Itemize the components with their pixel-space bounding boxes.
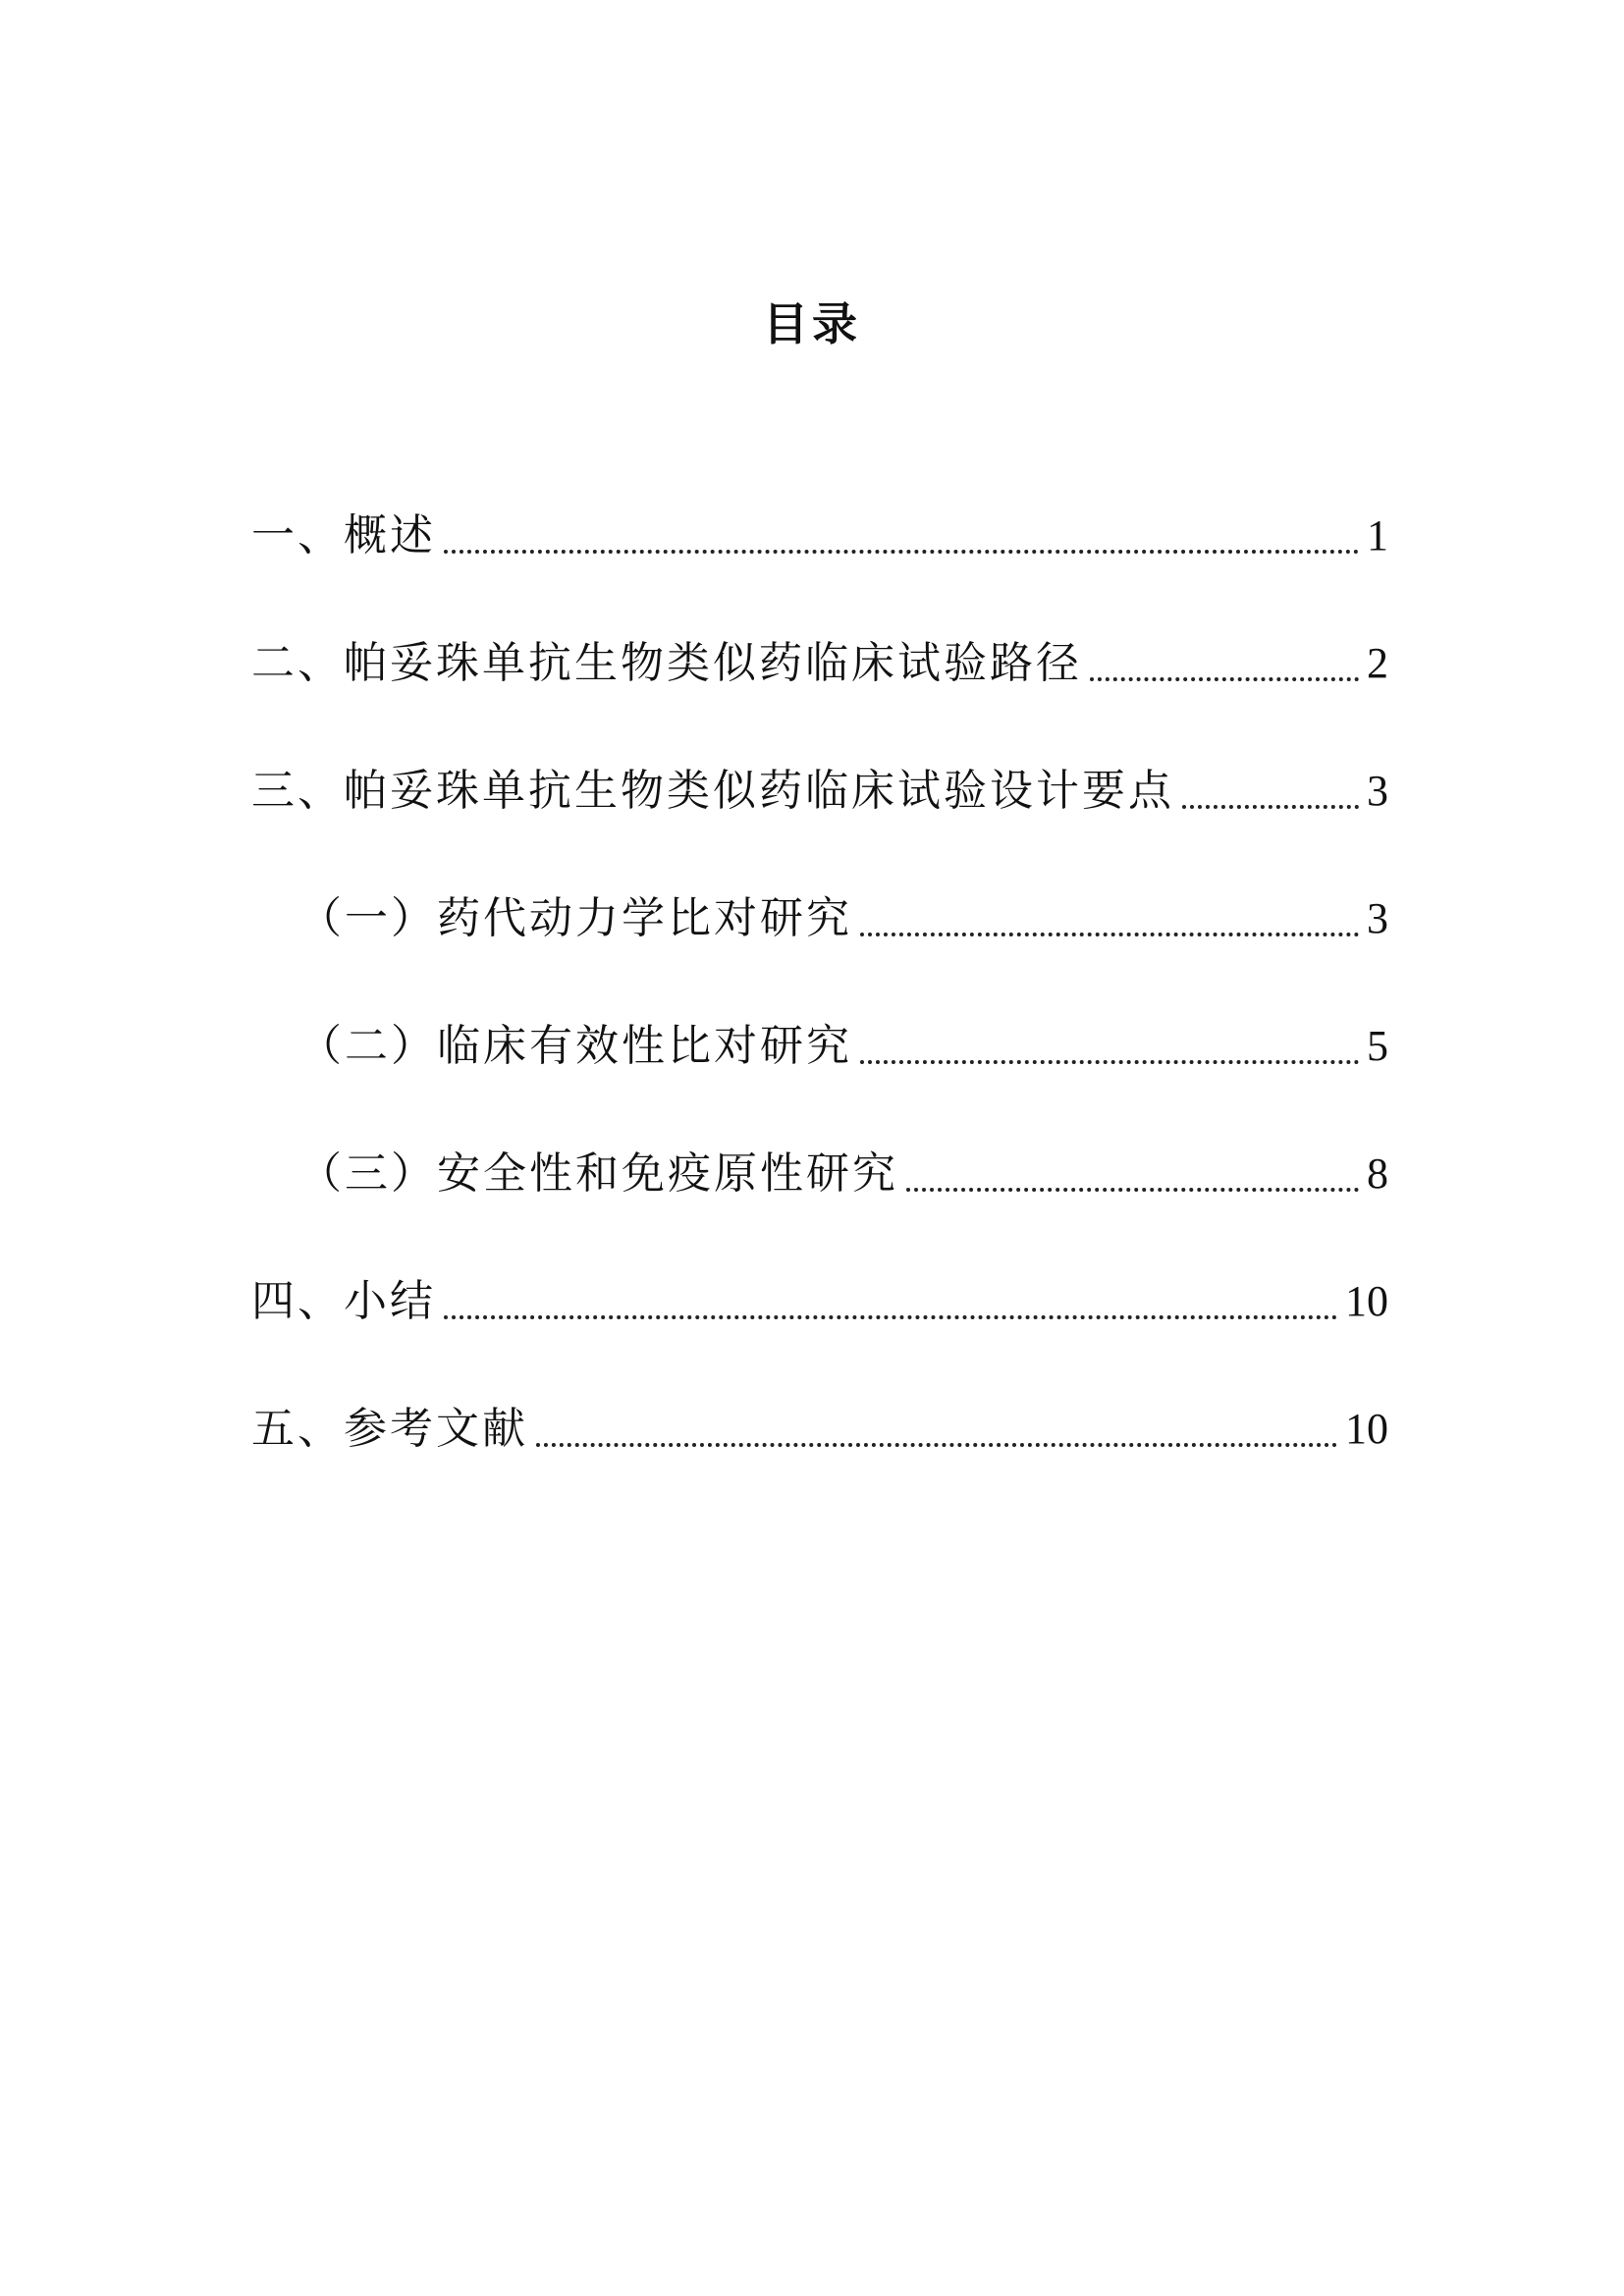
toc-entry-label: 三、帕妥珠单抗生物类似药临床试验设计要点 <box>251 766 1174 816</box>
toc-page-number: 10 <box>1345 1277 1388 1325</box>
toc-entry-label: （一）药代动力学比对研究 <box>298 893 852 943</box>
toc-entry-safety-immunogenicity[interactable] <box>251 1076 1388 1203</box>
toc-entry-references[interactable] <box>251 1331 1388 1459</box>
toc-entry-overview[interactable] <box>251 438 1388 565</box>
toc-dot-leader <box>444 1315 1337 1319</box>
toc-entry-efficacy-comparison[interactable] <box>251 948 1388 1076</box>
toc-page-number: 1 <box>1367 511 1388 560</box>
toc-page-number: 3 <box>1367 894 1388 942</box>
toc-entry-label: 二、帕妥珠单抗生物类似药临床试验路径 <box>251 638 1082 688</box>
toc-dot-leader <box>860 933 1359 936</box>
toc-page-number: 2 <box>1367 639 1388 687</box>
toc-dot-leader <box>444 550 1359 554</box>
toc-entry-label: 一、概述 <box>251 510 436 561</box>
toc-dot-leader <box>536 1443 1337 1447</box>
toc-entry-label: 四、小结 <box>251 1276 436 1326</box>
toc-page-number: 5 <box>1367 1022 1388 1070</box>
toc-entry-design-key-points[interactable] <box>251 693 1388 821</box>
toc-entry-label: （二）临床有效性比对研究 <box>298 1021 852 1071</box>
toc-page-number: 10 <box>1345 1405 1388 1453</box>
toc-page-number: 3 <box>1367 767 1388 815</box>
toc-dot-leader <box>1090 677 1359 681</box>
toc-title: 目录 <box>763 297 861 350</box>
toc-page-number: 8 <box>1367 1149 1388 1198</box>
toc-entry-label: 五、参考文献 <box>251 1404 528 1454</box>
toc-entry-pk-comparison[interactable] <box>251 821 1388 948</box>
toc-dot-leader <box>906 1188 1359 1192</box>
toc-entry-label: （三）安全性和免疫原性研究 <box>298 1148 898 1199</box>
table-of-contents <box>251 438 1388 1459</box>
toc-entry-summary[interactable] <box>251 1203 1388 1331</box>
toc-dot-leader <box>1182 805 1359 809</box>
toc-entry-clinical-trial-pathway[interactable] <box>251 565 1388 693</box>
toc-dot-leader <box>860 1060 1359 1064</box>
